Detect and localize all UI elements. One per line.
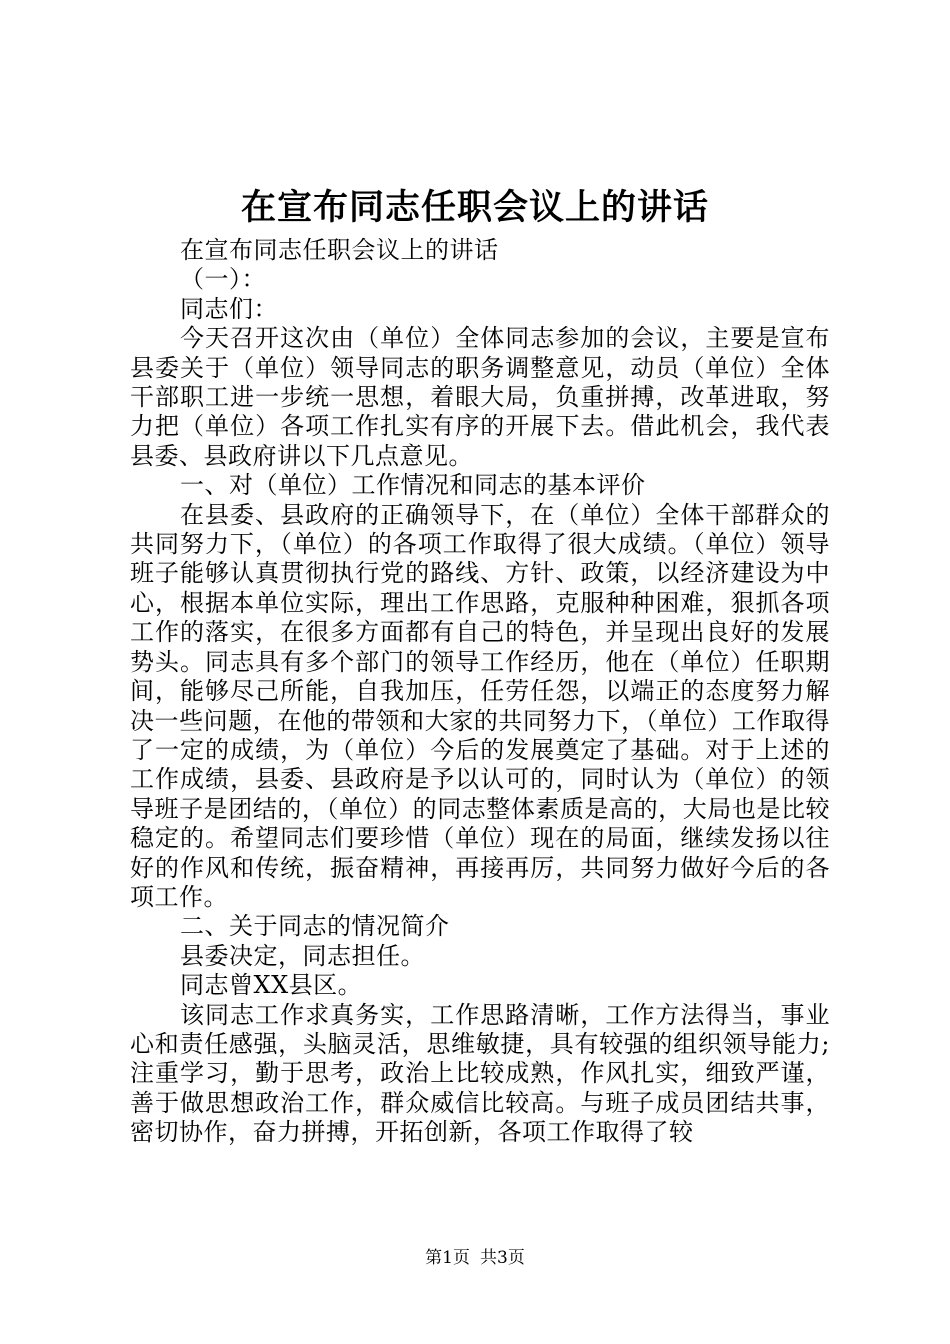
paragraph-profile: 该同志工作求真务实，工作思路清晰，工作方法得当，事业心和责任感强，头脑灵活，思维敏捷，具有较强的组织领导能力;注重学习，勤于思考，政治上比较成熟，作风扎实，细致严谨，善于做思想政治工作，群众威信比较高。与班子成员团结共事，密切协作，奋力拼搏，开拓创新，各项工作取得了较	[130, 1000, 830, 1147]
paragraph-subtitle: 在宣布同志任职会议上的讲话	[180, 236, 499, 264]
paragraph-decision: 县委决定，同志担任。	[180, 941, 425, 970]
paragraph-history: 同志曾XX县区。	[180, 971, 363, 1000]
document-title: 在宣布同志任职会议上的讲话	[240, 187, 709, 228]
heading-section-two: 二、关于同志的情况简介	[180, 912, 450, 941]
document-body	[130, 236, 830, 1148]
heading-section-one: 一、对（单位）工作情况和同志的基本评价	[180, 471, 646, 500]
page-total: 共3页	[480, 1248, 525, 1268]
paragraph-intro: 今天召开这次由（单位）全体同志参加的会议，主要是宣布县委关于（单位）领导同志的职务调整意见，动员（单位）全体干部职工进一步统一思想，着眼大局，负重拼搏，改革进取，努力把（单位）各项工作扎实有序的开展下去。借此机会，我代表县委、县政府讲以下几点意见。	[130, 324, 830, 470]
paragraph-evaluation: 在县委、县政府的正确领导下，在（单位）全体干部群众的共同努力下，（单位）的各项工作取得了很大成绩。（单位）领导班子能够认真贯彻执行党的路线、方针、政策，以经济建设为中心，根据本单位实际，理出工作思路，克服种种困难，狠抓各项工作的落实，在很多方面都有自己的特色，并呈现出良好的发展势头。同志具有多个部门的领导工作经历，他在（单位）任职期间，能够尽己所能，自我加压，任劳任怨，以端正的态度努力解决一些问题，在他的带领和大家的共同努力下，（单位）工作取得了一定的成绩，为（单位）今后的发展奠定了基础。对于上述的工作成绩，县委、县政府是予以认可的，同时认为（单位）的领导班子是团结的，（单位）的同志整体素质是高的，大局也是比较稳定的。希望同志们要珍惜（单位）现在的局面，继续发扬以往好的作风和传统，振奋精神，再接再厉，共同努力做好今后的各项工作。	[130, 500, 830, 911]
paragraph-salutation: 同志们：	[180, 294, 278, 323]
paragraph-section-number: （一）：	[180, 265, 266, 294]
page-number: 第1页	[425, 1248, 470, 1268]
page-footer	[0, 1247, 950, 1269]
